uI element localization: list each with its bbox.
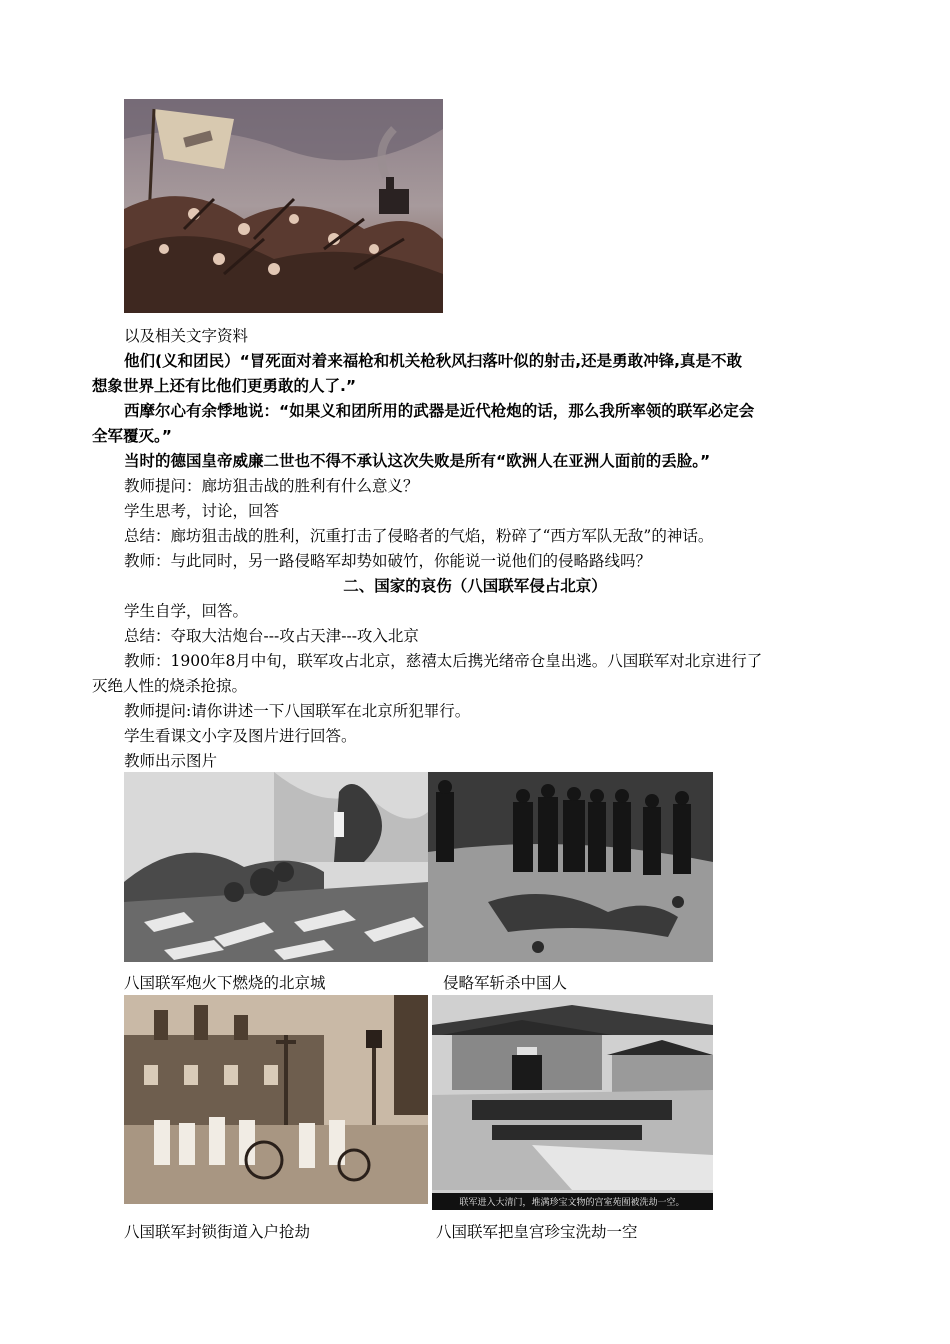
quote-boxers-line2: 想象世界上还有比他们更勇敢的人了.” xyxy=(92,377,357,395)
teacher-1900-line1: 教师：1900年8月中旬，联军攻占北京，慈禧太后携光绪帝仓皇出逃。八国联军对北京进行了 xyxy=(124,652,763,670)
teacher-1900-line2: 灭绝人性的烧杀抢掠。 xyxy=(92,677,248,695)
burning-city-photo xyxy=(124,772,428,962)
student-answer: 学生看课文小字及图片进行回答。 xyxy=(124,727,357,745)
palace-photo-inscription: 联军进入大清门，堆满珍宝文物的宫室苑囿被洗劫一空。 xyxy=(459,1198,685,1208)
quote-wilhelm: 当时的德国皇帝威廉二世也不得不承认这次失败是所有“欧洲人在亚洲人面前的丢脸。” xyxy=(124,452,711,470)
quote-seymour-line1: 西摩尔心有余悸地说：“如果义和团所用的武器是近代枪炮的话，那么我所率领的联军必定会 xyxy=(124,402,755,420)
caption-burning-city: 八国联军炮火下燃烧的北京城 xyxy=(124,974,326,992)
execution-photo xyxy=(428,772,713,962)
intro-label: 以及相关文字资料 xyxy=(124,327,249,345)
section-heading: 二、国家的哀伤（八国联军侵占北京） xyxy=(343,577,607,595)
palace-looting-photo xyxy=(432,995,713,1210)
street-blockade-photo xyxy=(124,995,428,1204)
student-discussion: 学生思考，讨论，回答 xyxy=(124,502,280,520)
teacher-question-2: 教师提问:请你讲述一下八国联军在北京所犯罪行。 xyxy=(124,702,471,720)
quote-boxers-line1: 他们(义和团民）“冒死面对着来福枪和机关枪秋风扫落叶似的射击,还是勇敢冲锋,真是不敢 xyxy=(124,352,743,370)
student-self-study: 学生自学，回答。 xyxy=(124,602,249,620)
caption-execution: 侵略军斩杀中国人 xyxy=(443,974,568,992)
summary-route: 总结：夺取大沽炮台---攻占天津---攻入北京 xyxy=(124,627,419,645)
teacher-prompt-route: 教师：与此同时，另一路侵略军却势如破竹，你能说一说他们的侵略路线吗？ xyxy=(124,552,652,570)
caption-palace-looting: 八国联军把皇宫珍宝洗劫一空 xyxy=(436,1223,638,1241)
summary-1: 总结：廊坊狙击战的胜利，沉重打击了侵略者的气焰，粉碎了“西方军队无敌”的神话。 xyxy=(124,527,714,545)
battle-painting xyxy=(124,99,443,313)
quote-seymour-line2: 全军覆灭。” xyxy=(92,427,172,445)
caption-street-blockade: 八国联军封锁街道入户抢劫 xyxy=(124,1223,311,1241)
teacher-question-1: 教师提问：廊坊狙击战的胜利有什么意义？ xyxy=(124,477,419,495)
teacher-show-pictures: 教师出示图片 xyxy=(124,752,218,770)
